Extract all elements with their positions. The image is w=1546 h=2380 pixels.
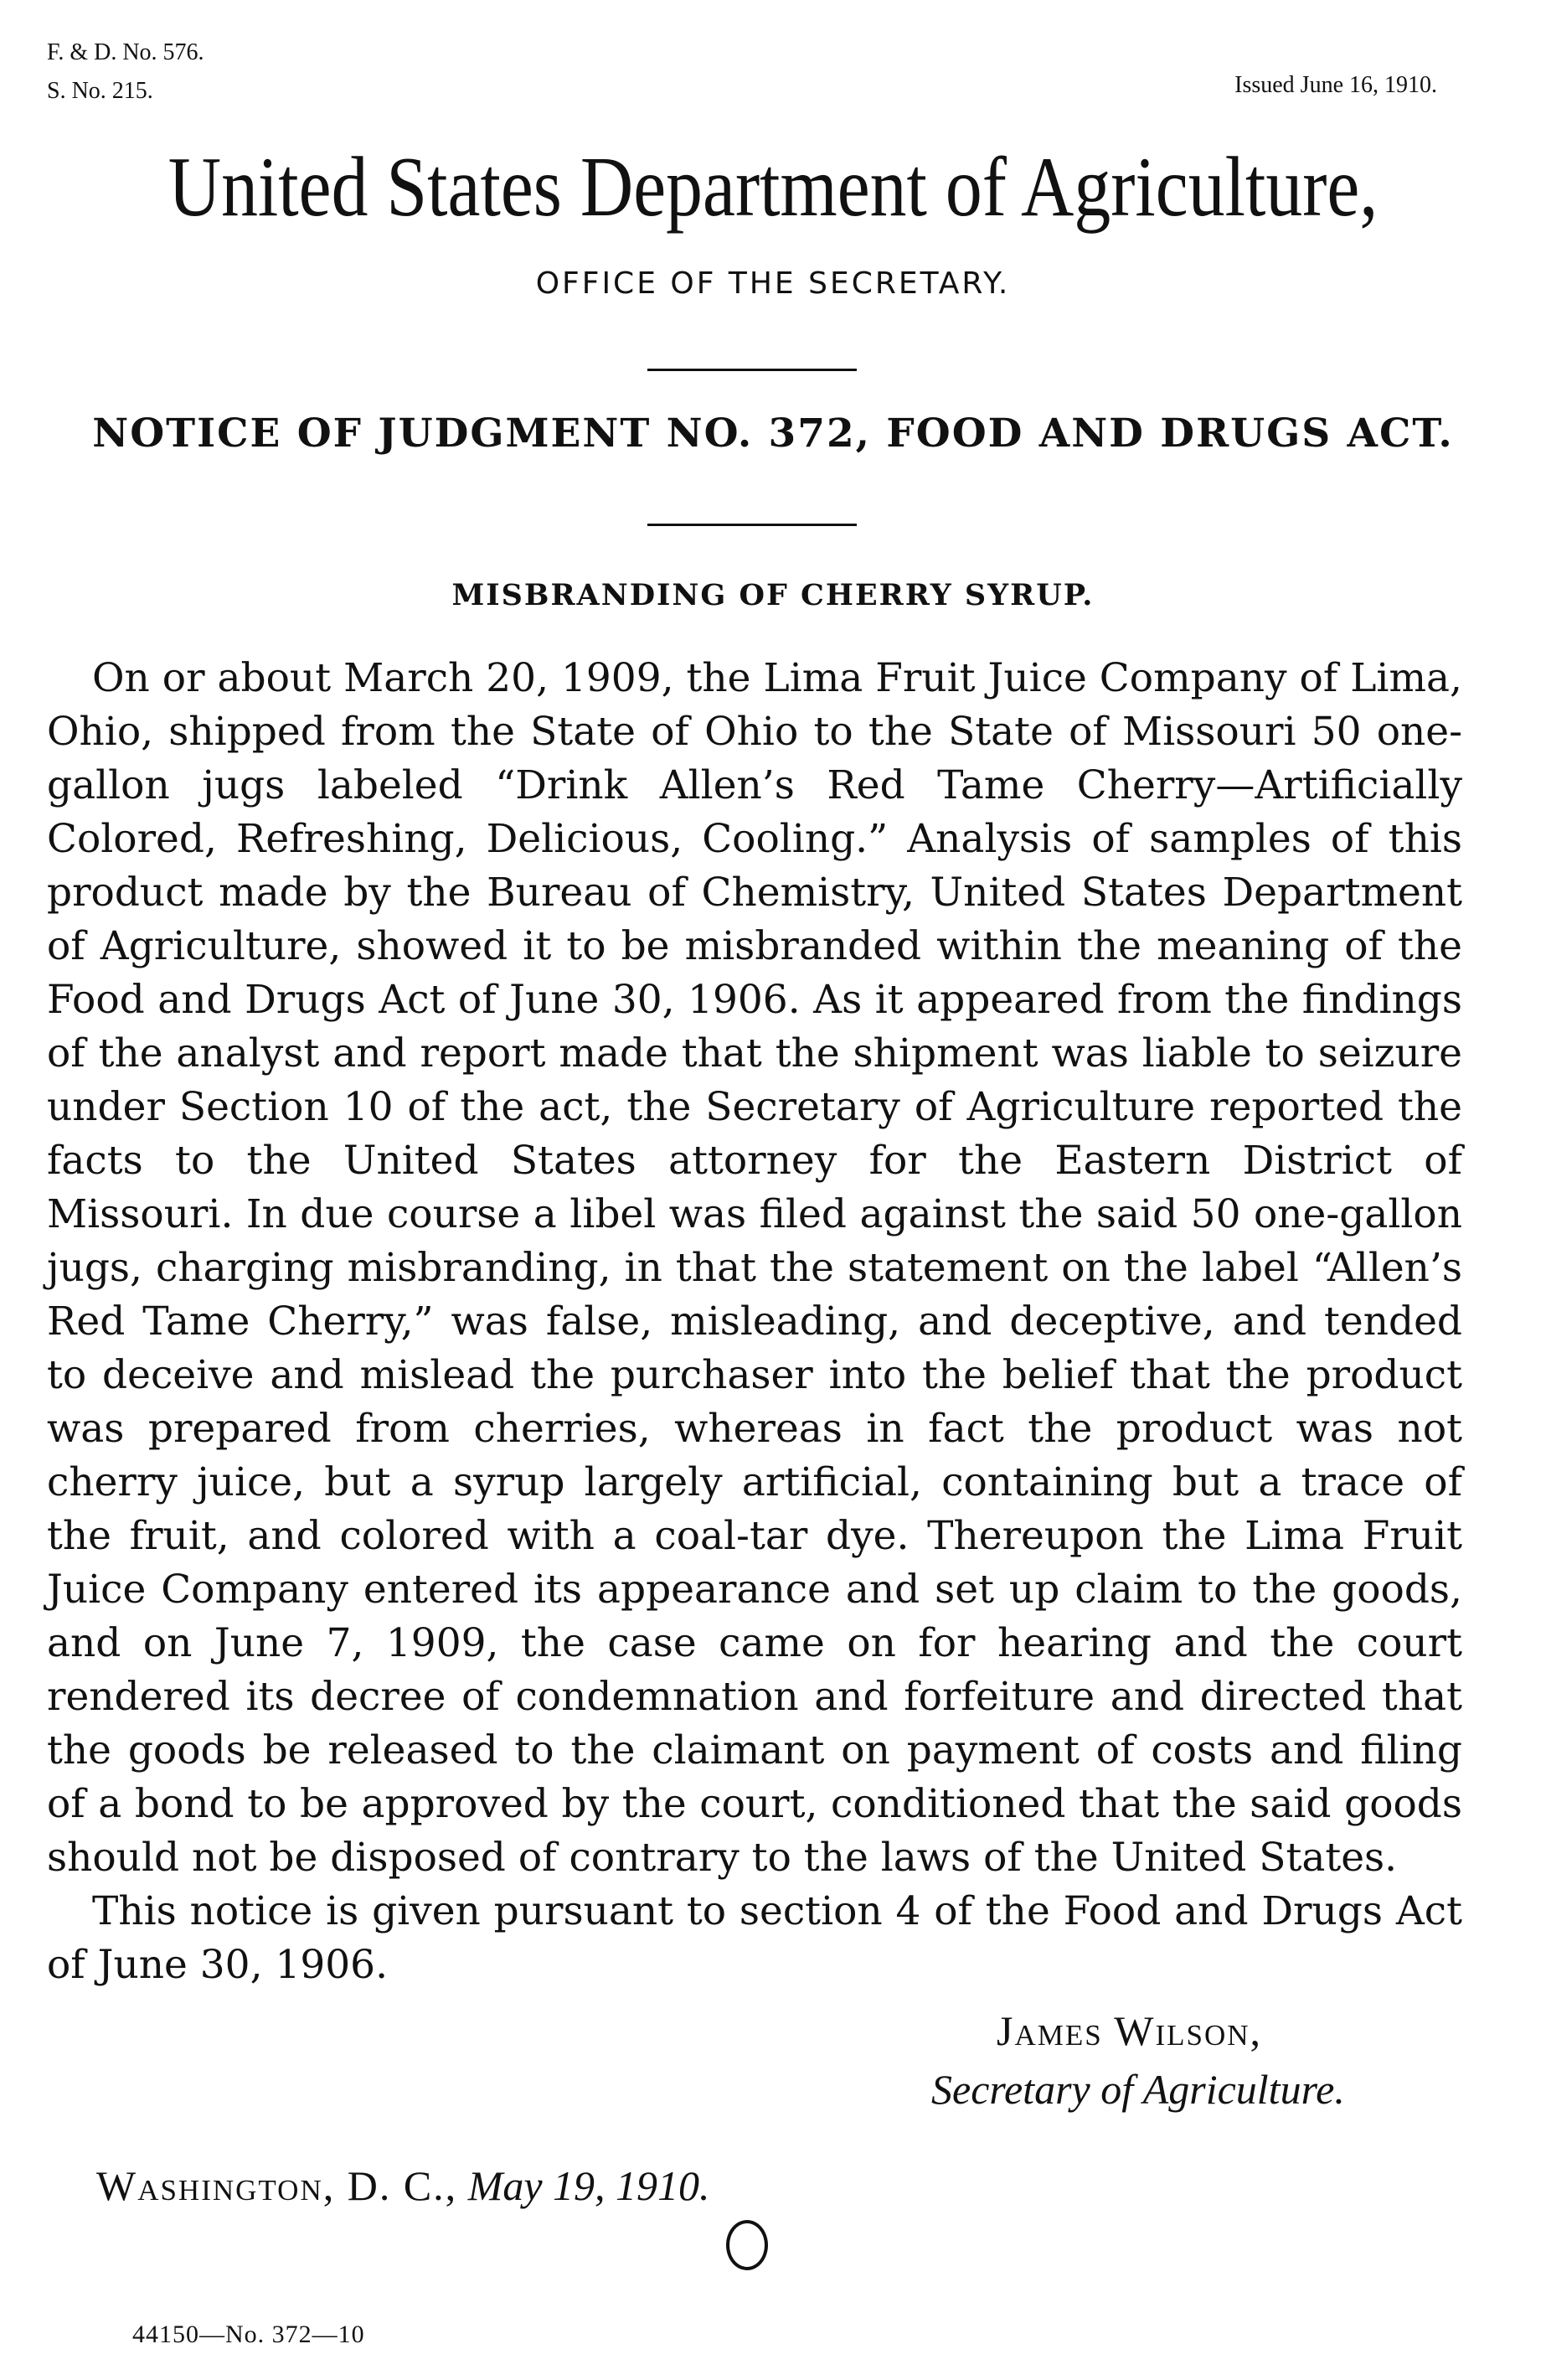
place: Washington, D. C., [96,2162,458,2209]
footer-code: 44150—No. 372—10 [132,2321,365,2348]
s-number: S. No. 215. [47,78,153,104]
date: May 19, 1910. [467,2162,710,2209]
body-paragraph-authority: This notice is given pursuant to section 4 of the Food and Drugs Act of June 30, 1906. [47,1888,1462,1988]
circle-ornament-icon [726,2220,768,2270]
signatory-name: James Wilson, [997,2007,1263,2054]
body-paragraph-findings: On or about March 20, 1909, the Lima Fruit Juice Company of Lima, Ohio, shipped from the State of Ohio to the State of Missouri 50 one-gallon jugs labeled “Drink Allen’s Red Tame Cherry—Artificially Colored, Refreshing, Delicious, Cooling.” Analysis of samples of this product made by the Bureau of Chemistry, United States Department of Agriculture, showed it to be misbranded within the meaning of the Food and Drugs Act of June 30, 1906. As it appeared from the findings of the analyst and report made that the shipment was liable to seizure under Section 10 of the act, the Secretary of Agriculture reported the facts to the United States attorney for the Eastern District of Missouri. In due course a libel was filed against the said 50 one-gallon jugs, charging misbranding, in that the statement on the label “Allen’s Red Tame Cherry,” was false, misleading, and deceptive, and tended to deceive and mislead the purchaser into the belief that the product was prepared from cherries, whereas in fact the product was not cherry juice, but a syrup largely artificial, containing but a trace of the fruit, and colored with a coal-tar dye. Thereupon the Lima Fruit Juice Company entered its appearance and set up claim to the goods, and on June 7, 1909, the case came on for hearing and the court rendered its decree of condemnation and forfeiture and directed that the goods be released to the claimant on payment of costs and filing of a bond to be approved by the court, conditioned that the said goods should not be disposed of contrary to the laws of the United States. [47,655,1462,1881]
notice-title: NOTICE OF JUDGMENT NO. 372, FOOD AND DRUGS ACT. [92,410,1454,457]
document-identifiers [47,34,204,111]
notice-subtitle: MISBRANDING OF CHERRY SYRUP. [451,578,1095,612]
issued-date: Issued June 16, 1910. [1234,72,1437,98]
divider-rule-bottom [647,524,857,526]
signatory-title: Secretary of Agriculture. [931,2066,1345,2113]
office-heading: OFFICE OF THE SECRETARY. [535,266,1011,301]
divider-rule-top [647,369,857,371]
department-title: United States Department of Agriculture, [167,140,1379,235]
notice-body [47,652,1462,1992]
fd-number: F. & D. No. 576. [47,39,204,65]
place-and-date [96,2161,710,2210]
